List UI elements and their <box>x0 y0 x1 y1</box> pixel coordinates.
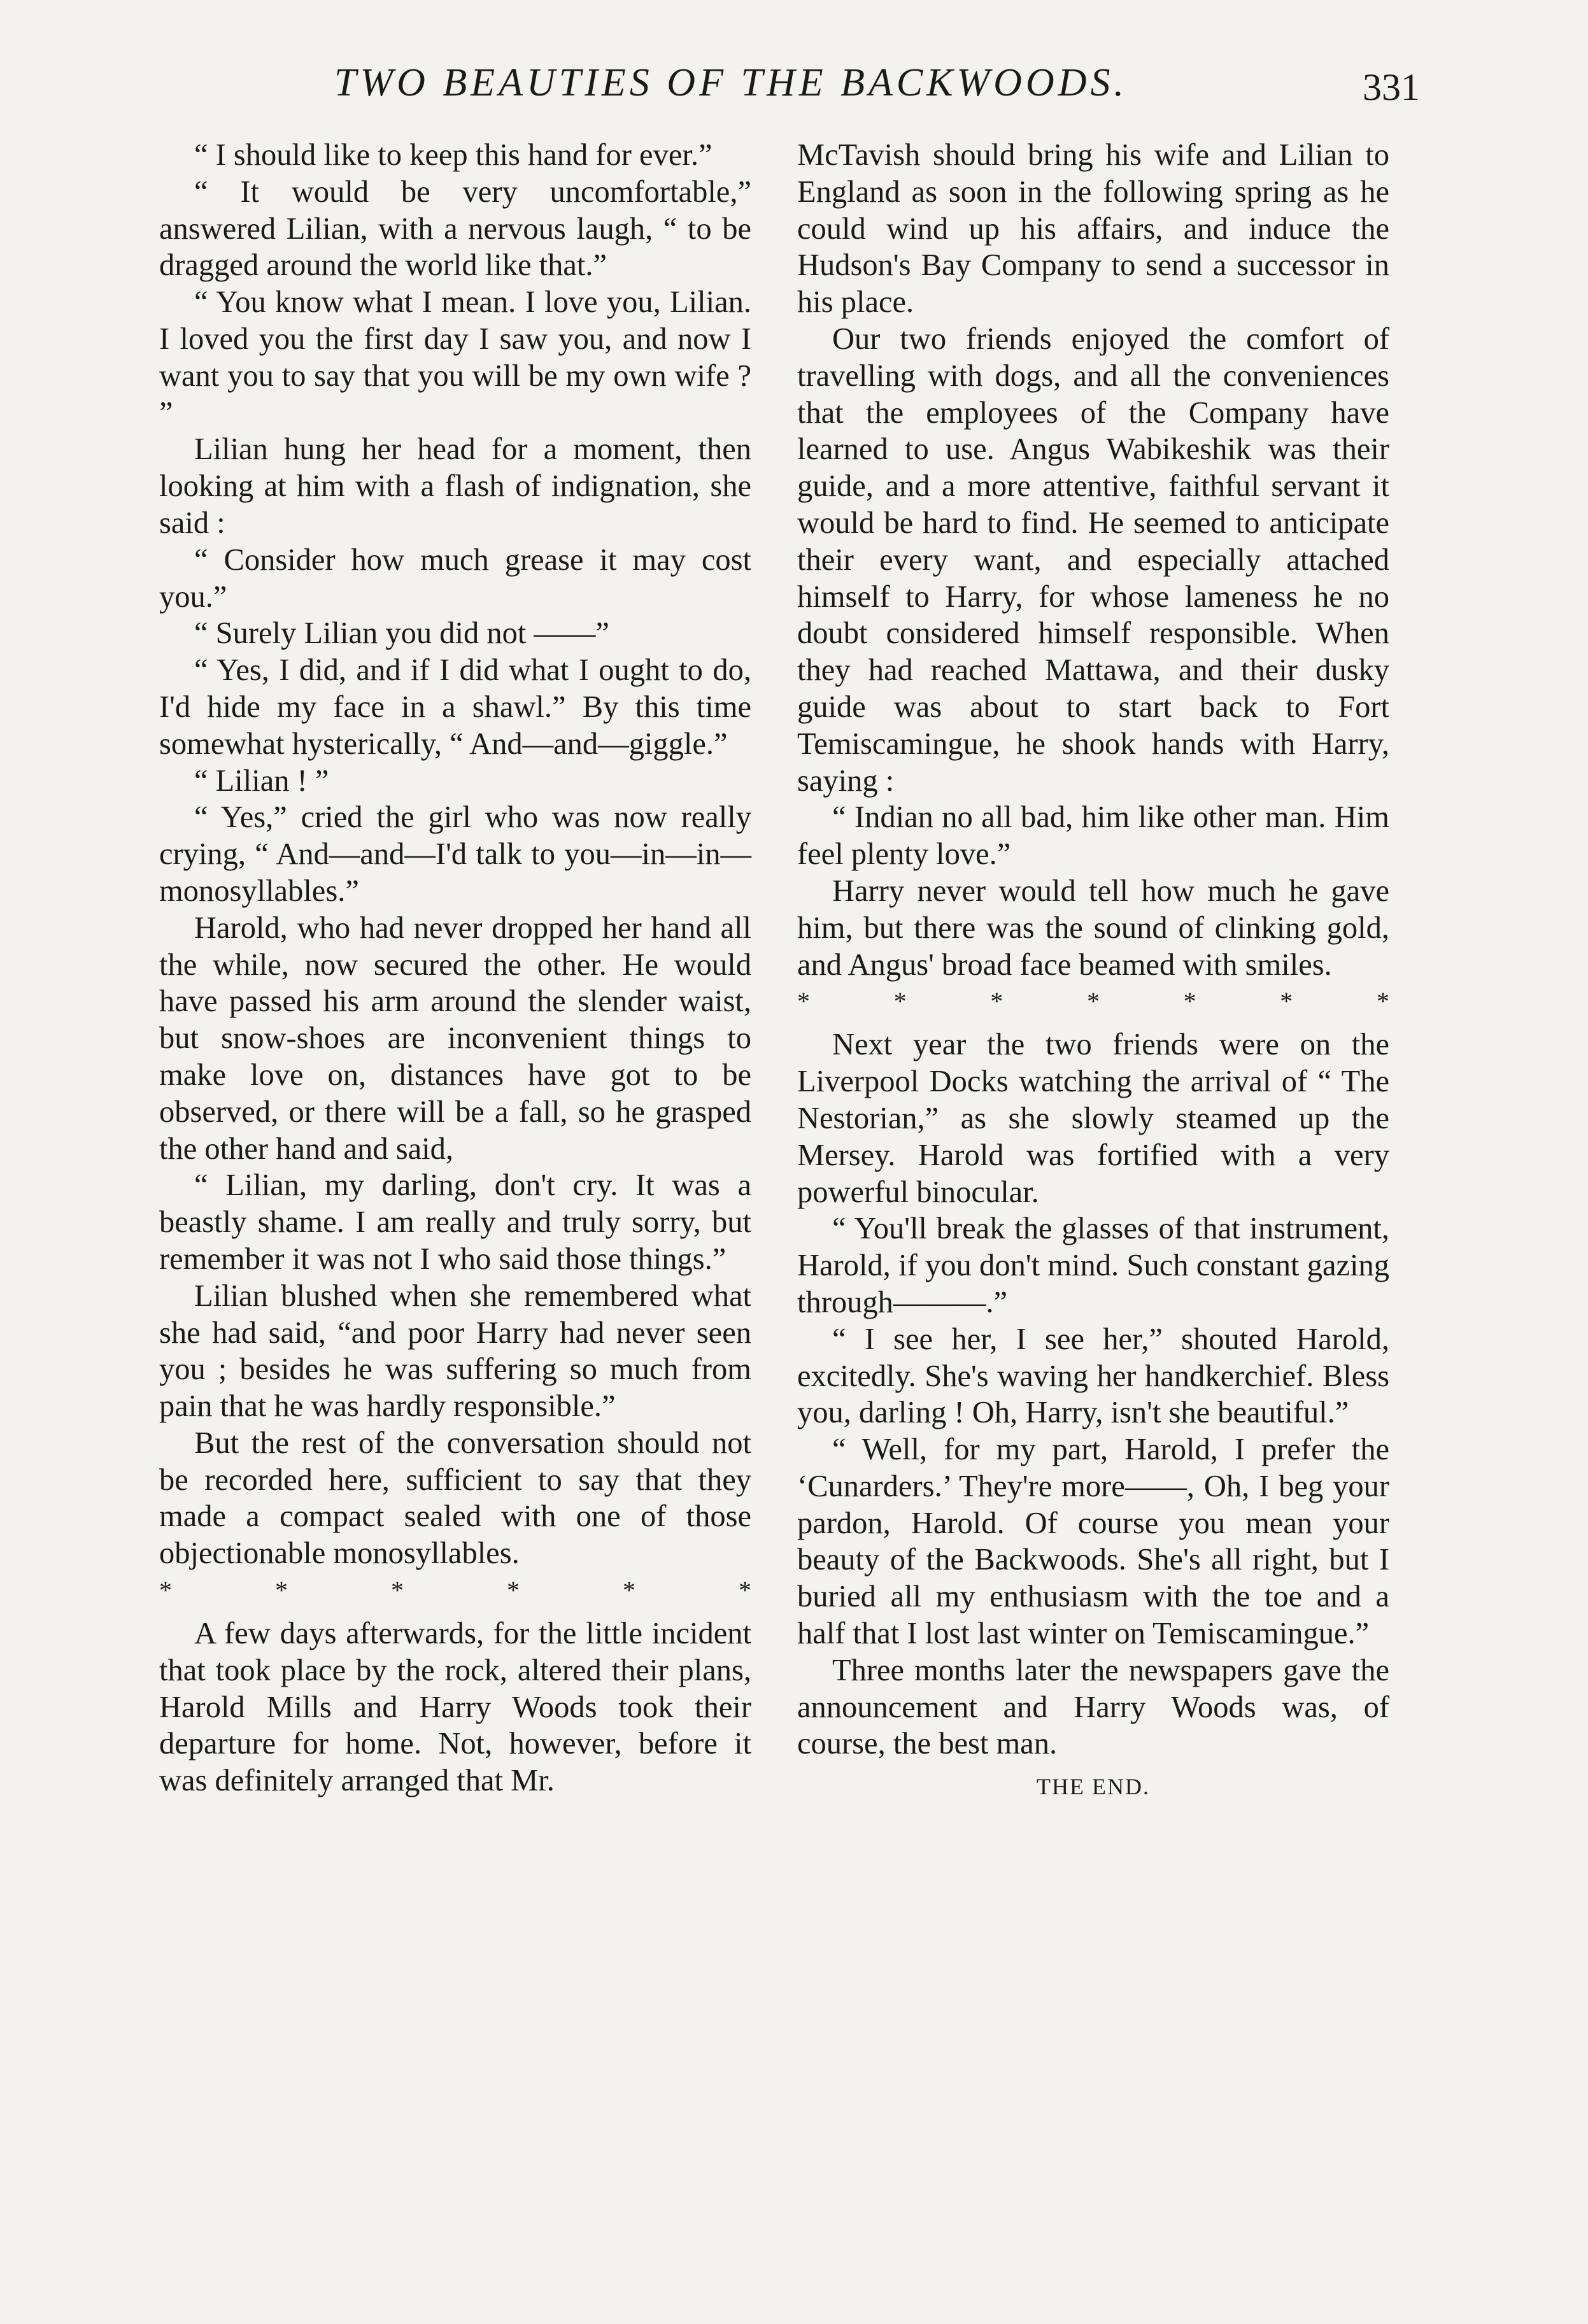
separator-star: * <box>1086 987 1100 1016</box>
paragraph: Next year the two friends were on the Liverpool Docks watching the arrival of “ The Nestorian,” as she slowly steamed up the Mersey. Harold was fortified with a very powerful binocular. <box>797 1028 1389 1209</box>
right-column <box>797 137 1389 1806</box>
paragraph: Three months later the newspapers gave the announcement and Harry Woods was, of course, the best man. <box>797 1653 1389 1761</box>
paragraph: “ Yes, I did, and if I did what I ought to do, I'd hide my face in a shawl.” By this time somewhat hysterically, “ And—and—giggle.” <box>159 653 751 761</box>
page-header <box>146 60 1420 118</box>
separator-star: * <box>275 1576 288 1605</box>
paragraph: “ I see her, I see her,” shouted Harold, excitedly. She's waving her handkerchief. Bless you, darling ! Oh, Harry, isn't she beautiful.” <box>797 1322 1389 1430</box>
running-title: TWO BEAUTIES OF THE BACKWOODS. <box>334 61 1128 104</box>
paragraph: Lilian blushed when she remembered what she had said, “and poor Harry had never seen you ; besides he was suffering so much from pain that he was hardly responsible.” <box>159 1279 751 1424</box>
paragraph-continuation: McTavish should bring his wife and Lilian to England as soon in the following spring as he could wind up his affairs, and induce the Hudson's Bay Company to send a successor in his place. <box>797 138 1389 320</box>
paragraph: Our two friends enjoyed the comfort of travelling with dogs, and all the conveniences that the employees of the Company have learned to use. Angus Wabikeshik was their guide, and a more attentive, faithful servant it would be hard to find. He seemed to anticipate their every want, and especially attached himself to Harry, for whose lameness he no doubt considered himself responsible. When they had reached Mattawa, and their dusky guide was about to start back to Fort Temiscamingue, he shook hands with Harry, saying : <box>797 322 1389 798</box>
paragraph: “ It would be very uncomfortable,” answered Lilian, with a nervous laugh, “ to be dragged around the world like that.” <box>159 174 751 283</box>
section-separator <box>797 983 1389 1026</box>
page-number: 331 <box>1363 66 1420 108</box>
paragraph: “ Lilian, my darling, don't cry. It was a beastly shame. I am really and truly sorry, but remember it was not I who said those things.” <box>159 1168 751 1276</box>
paragraph: But the rest of the conversation should not be recorded here, sufficient to say that they made a compact sealed with one of those objectionable monosyllables. <box>159 1426 751 1571</box>
paragraph: “ You know what I mean. I love you, Lilian. I loved you the first day I saw you, and now I want you to say that you will be my own wife ? ” <box>159 285 751 430</box>
left-column <box>159 137 751 1799</box>
separator-star: * <box>1280 987 1293 1016</box>
separator-star: * <box>893 987 907 1016</box>
separator-star: * <box>623 1576 635 1605</box>
paragraph: Harold, who had never dropped her hand all the while, now secured the other. He would have passed his arm around the slender waist, but snow-shoes are inconvenient things to make love on, distances have got to be observed, or there will be a fall, so he grasped the other hand and said, <box>159 910 751 1166</box>
separator-star: * <box>739 1576 751 1605</box>
paragraph: “ Consider how much grease it may cost you.” <box>159 542 751 614</box>
separator-star: * <box>391 1576 404 1605</box>
separator-star: * <box>1183 987 1196 1016</box>
paragraph: “ You'll break the glasses of that instrument, Harold, if you don't mind. Such constant gazing through———.” <box>797 1212 1389 1319</box>
separator-star: * <box>797 987 810 1016</box>
paragraph: Harry never would tell how much he gave him, but there was the sound of clinking gold, and Angus' broad face beamed with smiles. <box>797 874 1389 982</box>
paragraph: “ Well, for my part, Harold, I prefer the ‘Cunarders.’ They're more——, Oh, I beg your pardon, Harold. Of course you mean your beauty of the Backwoods. She's all right, but I buried all my enthusiasm with the toe and a half that I lost last winter on Temiscamingue.” <box>797 1433 1389 1651</box>
separator-star: * <box>1376 987 1389 1016</box>
paragraph: “ I should like to keep this hand for ever.” <box>194 138 712 172</box>
separator-star: * <box>990 987 1003 1016</box>
separator-star: * <box>159 1576 172 1605</box>
paragraph: A few days afterwards, for the little incident that took place by the rock, altered their plans, Harold Mills and Harry Woods took their departure for home. Not, however, before it was definitely arranged that Mr. <box>159 1617 751 1798</box>
paragraph: “ Lilian ! ” <box>194 763 329 798</box>
section-separator <box>159 1572 751 1615</box>
paragraph: “ Yes,” cried the girl who was now really crying, “ And—and—I'd talk to you—in—in—monosyllables.” <box>159 800 751 908</box>
separator-star: * <box>507 1576 520 1605</box>
the-end-label: THE END. <box>1037 1774 1150 1800</box>
paragraph: Lilian hung her head for a moment, then looking at him with a flash of indignation, she said : <box>159 432 751 540</box>
paragraph: “ Indian no all bad, him like other man. Him feel plenty love.” <box>797 800 1389 872</box>
paragraph: “ Surely Lilian you did not ——” <box>194 616 609 651</box>
